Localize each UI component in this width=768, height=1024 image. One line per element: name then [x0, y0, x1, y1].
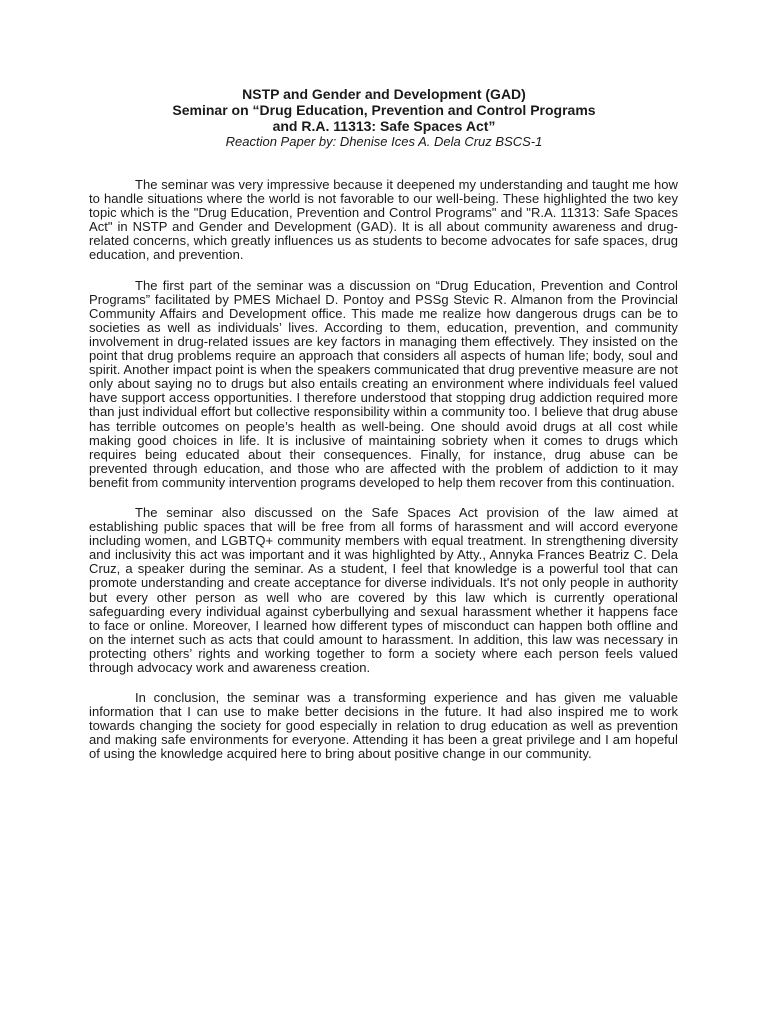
- paragraph-4: In conclusion, the seminar was a transforming experience and has given me valuable information that I can use to make better decisions in the future. It had also inspired me to work towards changing the society for good especially in relation to drug education as well as prevention and making safe environments for everyone. Attending it has been a great privilege and I am hopeful of using the knowledge acquired here to bring about positive change in our community.: [89, 690, 678, 762]
- title-line-3: and R.A. 11313: Safe Spaces Act”: [272, 118, 496, 134]
- document-body: [89, 178, 678, 778]
- title-line-2: Seminar on “Drug Education, Prevention and Control Programs: [172, 102, 596, 118]
- paragraph-3: The seminar also discussed on the Safe Spaces Act provision of the law aimed at establishing public spaces that will be free from all forms of harassment and will accord everyone including women, and LGBTQ+ community members with equal treatment. In strengthening diversity and inclusivity this act was important and it was highlighted by Atty., Annyka Frances Beatriz C. Dela Cruz, a speaker during the seminar. As a student, I feel that knowledge is a powerful tool that can promote understanding and create acceptance for diverse individuals. It's not only people in authority but every other person as well who are covered by this law which is currently operational safeguarding every individual against cyberbullying and sexual harassment whether it happens face to face or online. Moreover, I learned how different types of misconduct can happen both offline and on the internet such as acts that could amount to harassment. In addition, this law was necessary in protecting others’ rights and working together to form a society where each person feels valued through advocacy work and awareness creation.: [89, 504, 678, 675]
- title-line-1: NSTP and Gender and Development (GAD): [242, 86, 526, 102]
- document-header: [60, 86, 708, 150]
- paragraph-2: The first part of the seminar was a discussion on “Drug Education, Prevention and Control Programs” facilitated by PMES Michael D. Pontoy and PSSg Stevic R. Almanon from the Provincial Community Affairs and Development office. This made me realize how dangerous drugs can be to societies as well as individuals’ lives. According to them, education, prevention, and community involvement in drug-related issues are key factors in managing them effectively. They insisted on the point that drug problems require an approach that considers all aspects of human life; body, soul and spirit. Another impact point is when the speakers communicated that drug preventive measure are not only about saying no to drugs but also entails creating an environment where individuals feel valued have support access opportunities. I therefore understood that stopping drug addiction required more than just individual effort but collective responsibility within a community too. I believe that drug abuse has terrible outcomes on people’s health as well-being. One should avoid drugs at all cost while making good choices in life. It is inclusive of maintaining sobriety when it comes to drugs which requires being educated about their consequences. Finally, for instance, drug abuse can be prevented through education, and those who are affected with the problem of addiction to it may benefit from community intervention programs developed to help them recover from this continuation.: [89, 277, 678, 490]
- paragraph-1: The seminar was very impressive because it deepened my understanding and taught me how to handle situations where the world is not favorable to our well-being. These highlighted the two key topic which is the "Drug Education, Prevention and Control Programs" and "R.A. 11313: Safe Spaces Act" in NSTP and Gender and Development (GAD). It is all about community awareness and drug-related concerns, which greatly influences us as students to become advocates for safe spaces, drug education, and prevention.: [89, 177, 678, 263]
- byline: Reaction Paper by: Dhenise Ices A. Dela Cruz BSCS-1: [225, 134, 543, 149]
